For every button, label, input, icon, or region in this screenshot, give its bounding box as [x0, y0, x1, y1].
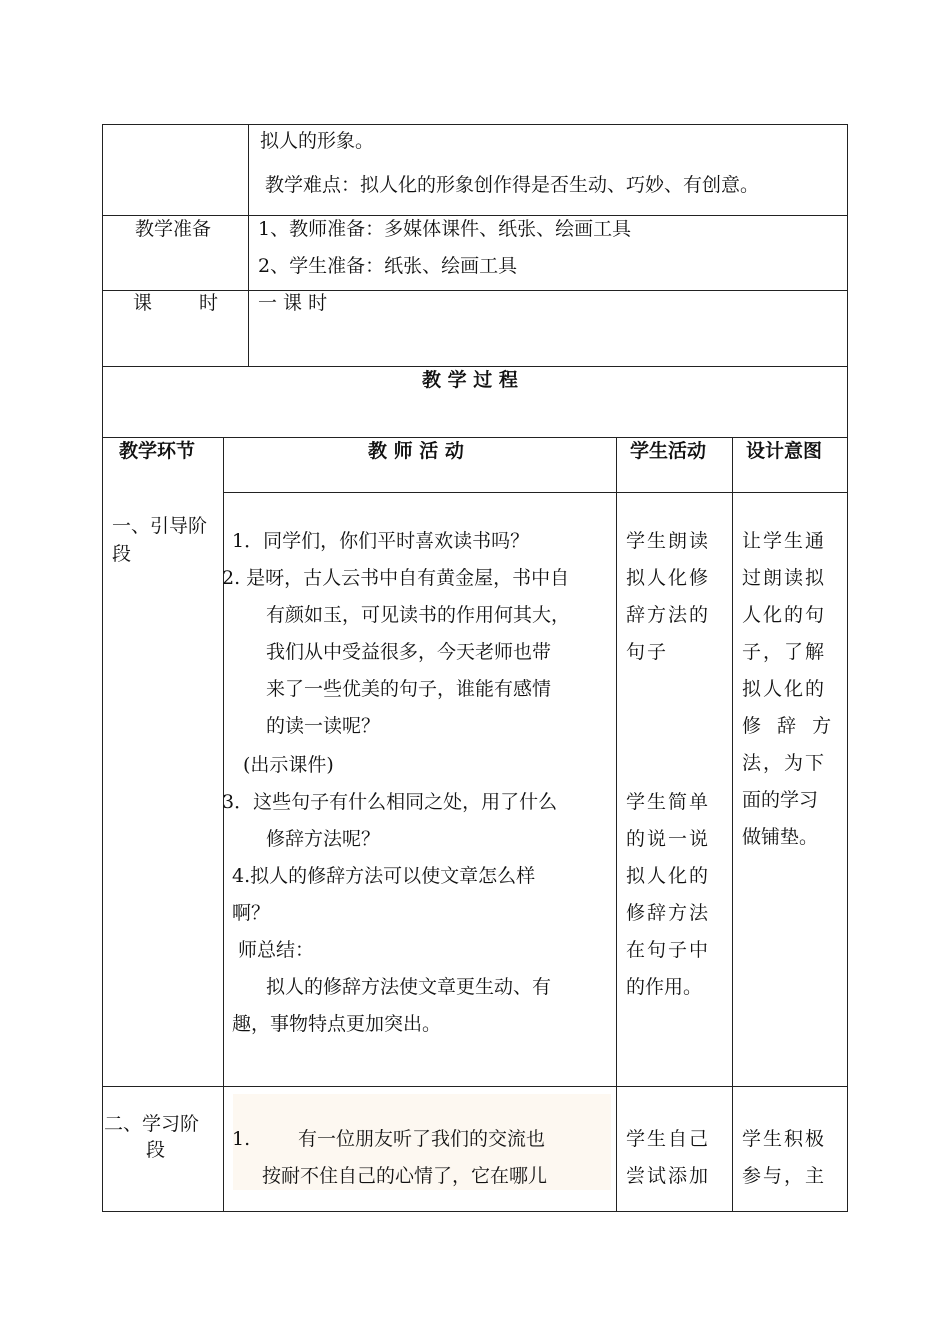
column-divider [223, 437, 224, 1212]
teacher-line: 按耐不住自己的心情了，它在哪儿 [262, 1165, 548, 1187]
design-line: 人化的句 [742, 604, 827, 626]
teacher-line: 4.拟人的修辞方法可以使文章怎么样 [232, 865, 536, 887]
row-divider [102, 437, 848, 438]
teacher-line: 啊？ [232, 902, 271, 924]
stage-1-label-b: 段 [112, 543, 132, 565]
teaching-focus-continued: 拟人的形象。 [260, 130, 375, 152]
stage-2-label-a: 二、学习阶 [104, 1113, 200, 1135]
row-divider [102, 1086, 848, 1087]
column-divider [732, 437, 733, 1212]
design-line: 学生积极 [742, 1128, 827, 1150]
student-line: 学生自己 [626, 1128, 711, 1150]
design-line: 参与，主 [742, 1165, 827, 1187]
design-line: 过朗读拟 [742, 567, 827, 589]
design-line: 面的学习 [742, 789, 819, 811]
student-line: 拟人化修 [626, 567, 711, 589]
hours-value: 一 课 时 [258, 292, 328, 314]
header-design: 设计意图 [746, 440, 823, 462]
teacher-line: (出示课件) [243, 754, 334, 776]
teacher-line: 2. 是呀，古人云书中自有黄金屋，书中自 [222, 567, 570, 589]
table-border-left [102, 124, 103, 1212]
process-title: 教 学 过 程 [422, 369, 518, 391]
header-teacher: 教 师 活 动 [368, 440, 464, 462]
teacher-line: 拟人的修辞方法使文章更生动、有 [266, 976, 552, 998]
design-line: 子，了解 [742, 641, 827, 663]
teacher-line: 趣，事物特点更加突出。 [232, 1013, 442, 1035]
prep-student: 2、学生准备：纸张、绘画工具 [258, 255, 518, 277]
teacher-line: 我们从中受益很多，今天老师也带 [266, 641, 552, 663]
teacher-number: 1. [232, 1128, 251, 1150]
top-column-divider [248, 124, 249, 366]
prep-label: 教学准备 [135, 218, 212, 240]
student-line: 的说一说 [626, 828, 711, 850]
hours-label-b: 时 [199, 292, 219, 314]
design-line: 拟人化的 [742, 678, 827, 700]
table-border-top [102, 124, 848, 125]
teacher-line: 师总结： [238, 939, 315, 961]
student-line: 拟人化的 [626, 865, 711, 887]
hours-label-a: 课 [133, 292, 153, 314]
row-divider [223, 492, 848, 493]
teaching-difficulty: 教学难点：拟人化的形象创作得是否生动、巧妙、有创意。 [265, 174, 760, 196]
student-line: 的作用。 [626, 976, 703, 998]
design-line: 让学生通 [742, 530, 827, 552]
student-line: 辞方法的 [626, 604, 711, 626]
teacher-line: 有颜如玉，可见读书的作用何其大， [266, 604, 571, 626]
design-line: 法，为下 [742, 752, 827, 774]
teacher-line: 1．同学们，你们平时喜欢读书吗？ [232, 530, 530, 552]
student-line: 句子 [626, 641, 669, 663]
stage-1-label-a: 一、引导阶 [112, 515, 208, 537]
teacher-line: 有一位朋友听了我们的交流也 [298, 1128, 546, 1150]
teacher-line: 的读一读呢？ [266, 715, 381, 737]
design-line: 做铺垫。 [742, 826, 819, 848]
student-line: 在句子中 [626, 939, 711, 961]
student-line: 学生朗读 [626, 530, 711, 552]
design-line: 修 辞 方 [742, 715, 837, 737]
teacher-line: 修辞方法呢？ [266, 828, 381, 850]
column-divider [616, 437, 617, 1212]
header-student: 学生活动 [630, 440, 707, 462]
student-line: 尝试添加 [626, 1165, 711, 1187]
table-border-bottom [102, 1211, 848, 1212]
header-stage: 教学环节 [119, 440, 196, 462]
teacher-line: 3．这些句子有什么相同之处，用了什么 [222, 791, 558, 813]
teacher-line: 来了一些优美的句子，谁能有感情 [266, 678, 552, 700]
student-line: 修辞方法 [626, 902, 711, 924]
prep-teacher: 1、教师准备：多媒体课件、纸张、绘画工具 [258, 218, 632, 240]
table-border-right [847, 124, 848, 1212]
student-line: 学生简单 [626, 791, 711, 813]
stage-2-label-b: 段 [146, 1139, 166, 1161]
